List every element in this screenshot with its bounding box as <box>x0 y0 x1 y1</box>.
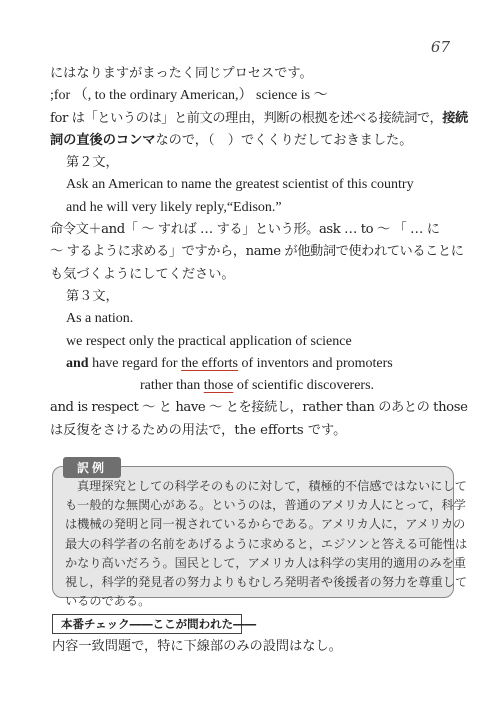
page-number: 67 <box>430 38 450 56</box>
translation-line: も一般的な無関心がある。というのは，普通のアメリカ人にとって，科学 <box>65 498 466 513</box>
bold-text: 詞の直後のコンマ <box>50 132 156 148</box>
text-line: ;for （, to the ordinary American,） science is 〜 <box>50 88 328 104</box>
text-line: も気づくようにしてください。 <box>50 266 235 282</box>
text-line <box>50 353 455 375</box>
translation-line: 最大の科学者の名前をあげるように求めると，エジソンと答える可能性は <box>65 536 468 551</box>
text-line: and is respect 〜 と have 〜 とを接続し，rather than のあとの those <box>50 400 468 416</box>
text-line: we respect only the practical application of science <box>66 333 352 349</box>
text-line: and he will very likely reply,“Edison.” <box>66 199 282 215</box>
text-line: 第２文， <box>66 155 119 171</box>
text-line <box>50 130 455 152</box>
text-span: for は「というのは」と前文の理由，判断の根拠を述べる接続詞で， <box>50 110 443 126</box>
underlined-phrase: those <box>203 378 234 394</box>
check-heading: 本番チェック――ここが問われた―― <box>52 614 242 634</box>
translation-label: 訳例 <box>63 457 121 478</box>
text-line: 第３文， <box>66 288 119 304</box>
text-line <box>50 375 455 397</box>
translation-line: 真理探究としての科学そのものに対して，積極的不信感ではないにして <box>77 479 467 493</box>
check-text: 内容一致問題で，特に下線部のみの設問はなし。 <box>52 639 342 654</box>
text-span: なので，（ ）でくくりだしておきました。 <box>155 132 413 148</box>
translation-line: は機械の発明と同一視されているからである。アメリカ人に，アメリカの <box>65 517 466 532</box>
translation-line: いるのである。 <box>65 594 151 609</box>
main-text <box>50 63 468 442</box>
underlined-phrase: the efforts <box>181 355 238 371</box>
text-line: は反復をさけるための用法で，the efforts です。 <box>50 422 347 438</box>
text-span: rather than <box>140 378 204 394</box>
text-span: of inventors and promoters <box>237 355 393 371</box>
text-span: of scientific discoverers. <box>233 378 375 394</box>
translation-line: かなり高いだろう。国民として，アメリカ人は科学の実用的適用のみを重 <box>65 555 467 570</box>
bold-text: 接続 <box>442 110 468 126</box>
translation-box <box>52 461 468 609</box>
translation-text <box>65 477 468 611</box>
text-span: have regard for <box>88 355 182 371</box>
text-line: Ask an American to name the greatest scientist of this country <box>66 177 414 193</box>
translation-line: 視し，科学的発見者の努力よりもむしろ発明者や後援者の努力を尊重して <box>65 574 468 589</box>
text-line: にはなりますがまったく同じプロセスです。 <box>50 66 313 81</box>
text-line <box>50 108 468 130</box>
bold-text: and <box>66 355 89 371</box>
text-line: 命令文＋and「 〜 すれば … する」という形。ask … to 〜 「 … に <box>50 222 440 238</box>
text-line: 〜 するように求める」ですから，name が他動詞で使われていることに <box>50 244 464 260</box>
text-line: As a nation. <box>66 311 134 327</box>
